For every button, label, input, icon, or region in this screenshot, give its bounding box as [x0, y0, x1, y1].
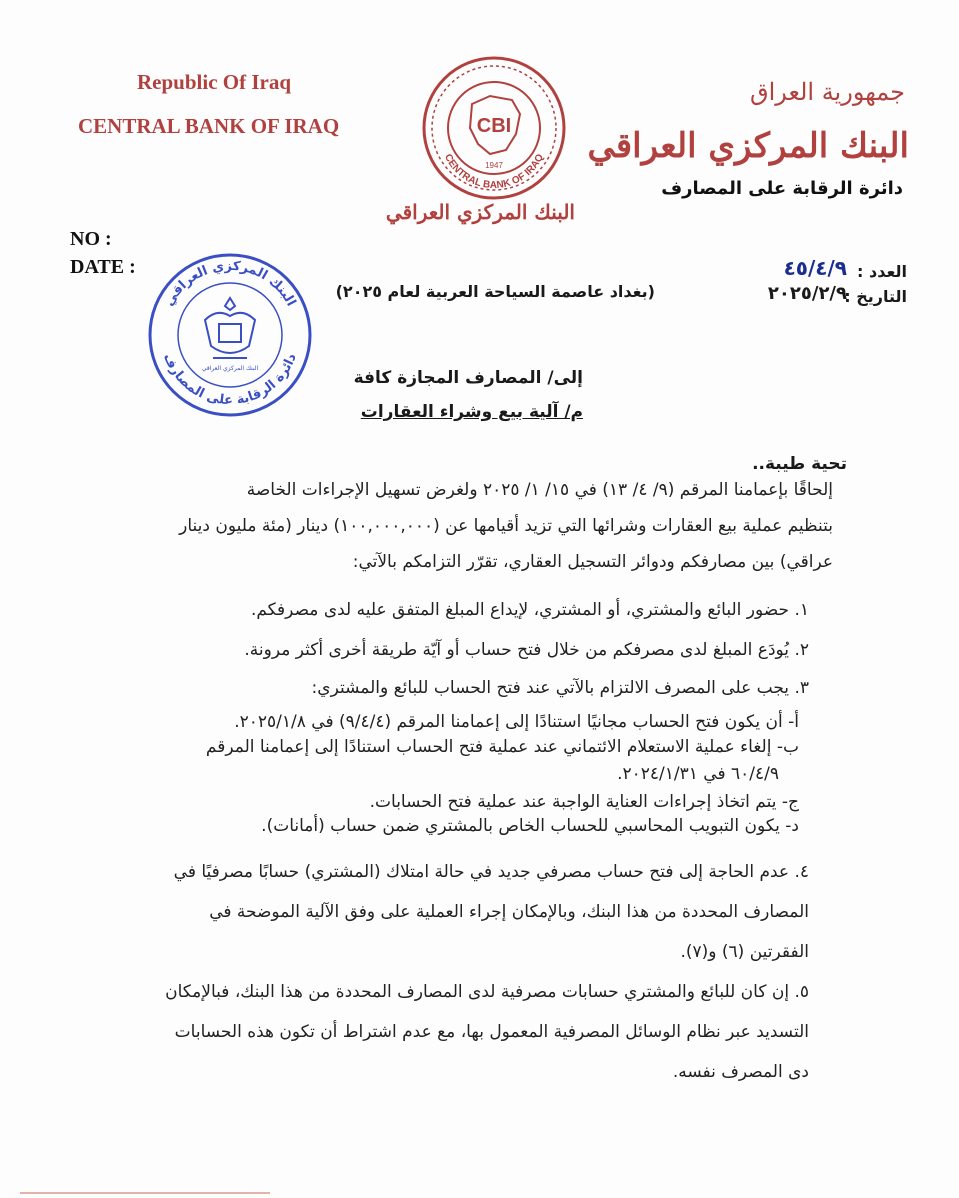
date-value: ٢٠٢٥/٢/٩ [767, 283, 847, 304]
ar-department: دائرة الرقابة على المصارف [661, 178, 903, 199]
item2: ٢. يُودَع المبلغ لدى مصرفكم من خلال فتح حساب أو آيّة طريقة أخرى أكثر مرونة. [244, 640, 809, 660]
para1-line3: عراقي) بين مصارفكم ودوائر التسجيل العقاري، تقرّر التزامكم بالآتي: [352, 552, 833, 572]
slogan: (بغداد عاصمة السياحة العربية لعام ٢٠٢٥) [335, 282, 655, 301]
logo-year: 1947 [485, 161, 503, 170]
item3d: د- يكون التبويب المحاسبي للحساب الخاص بالمشتري ضمن حساب (أمانات). [261, 816, 799, 836]
item5-line2: التسديد عبر نظام الوسائل المصرفية المعمول بها، مع عدم اشتراط أن تكون هذه الحسابات [174, 1022, 809, 1042]
svg-text:CENTRAL BANK OF IRAQ [442, 152, 546, 191]
para1-line1: إلحاقًا بإعمامنا المرقم (٩/ ٤/ ١٣) في ١٥/ ١/ ٢٠٢٥ ولغرض تسهيل الإجراءات الخاصة [246, 480, 833, 500]
no-label: NO : [70, 228, 112, 250]
item3c: ج- يتم اتخاذ إجراءات العناية الواجبة عند عملية فتح الحسابات. [369, 792, 799, 812]
logo-ar-subtitle: البنك المركزي العراقي [385, 200, 575, 224]
date-label: DATE : [70, 256, 136, 278]
eagle-emblem-icon [205, 298, 255, 358]
ar-bank-name: البنك المركزي العراقي [587, 126, 909, 166]
number-value: ٤٥/٤/٩ [783, 256, 847, 280]
item5-line3: دى المصرف نفسه. [672, 1062, 809, 1082]
stamp-center-text: البنك المركزي العراقي [201, 365, 259, 372]
stamp-ring-bottom: دائرة الرقابة على المصارف [160, 351, 300, 409]
stamp-ring-top: البنك المركزي العراقي [161, 258, 299, 309]
item3a: أ- أن يكون فتح الحساب مجانيًا استنادًا إلى إعمامنا المرقم (٩/٤/٤) في ٢٠٢٥/١/٨. [234, 712, 799, 732]
svg-text:البنك المركزي العراقي [162, 259, 299, 309]
item4-line3: الفقرتين (٦) و(٧). [680, 942, 809, 962]
department-stamp [145, 250, 315, 420]
ar-republic: جمهورية العراق [749, 78, 905, 106]
item3b-line1: ب- إلغاء عملية الاستعلام الائتماني عند عملية فتح الحساب استنادًا إلى إعمامنا المرقم [205, 737, 799, 757]
en-bank-name: CENTRAL BANK OF IRAQ [78, 114, 340, 138]
item4-line1: ٤. عدم الحاجة إلى فتح حساب مصرفي جديد في حالة امتلاك (المشتري) حسابًا مصرفيًا في [173, 862, 809, 882]
para1-line2: بتنظيم عملية بيع العقارات وشرائها التي تزيد أقيامها عن (١٠٠,٠٠٠,٠٠٠) دينار (مئة مليون دينار [179, 516, 833, 536]
item1: ١. حضور البائع والمشتري، أو المشتري، لإيداع المبلغ المتفق عليه لدى مصرفكم. [250, 600, 809, 620]
subject-line: م/ آلية بيع وشراء العقارات [360, 402, 583, 422]
logo-abbrev: CBI [476, 115, 512, 137]
cbi-logo [420, 54, 568, 202]
greeting: تحية طيبة.. [752, 454, 847, 474]
item5-line1: ٥. إن كان للبائع والمشتري حسابات مصرفية لدى المصارف المحددة من هذا البنك، فبالإمكان [165, 982, 809, 1002]
date-ar-label: التاريخ : [844, 287, 907, 306]
footer-rule [20, 1192, 270, 1194]
logo-ring-text: CENTRAL BANK OF IRAQ [441, 152, 547, 192]
en-republic: Republic Of Iraq [137, 70, 292, 94]
item3: ٣. يجب على المصرف الالتزام بالآتي عند فتح الحساب للبائع والمشتري: [311, 678, 809, 698]
number-label: العدد : [857, 262, 907, 281]
item4-line2: المصارف المحددة من هذا البنك، وبالإمكان إجراء العملية على وفق الآلية الموضحة في [209, 902, 809, 922]
item3b-line2: ٦٠/٤/٩ في ٢٠٢٤/١/٣١. [617, 764, 779, 784]
address-to: إلى/ المصارف المجازة كافة [353, 368, 583, 388]
